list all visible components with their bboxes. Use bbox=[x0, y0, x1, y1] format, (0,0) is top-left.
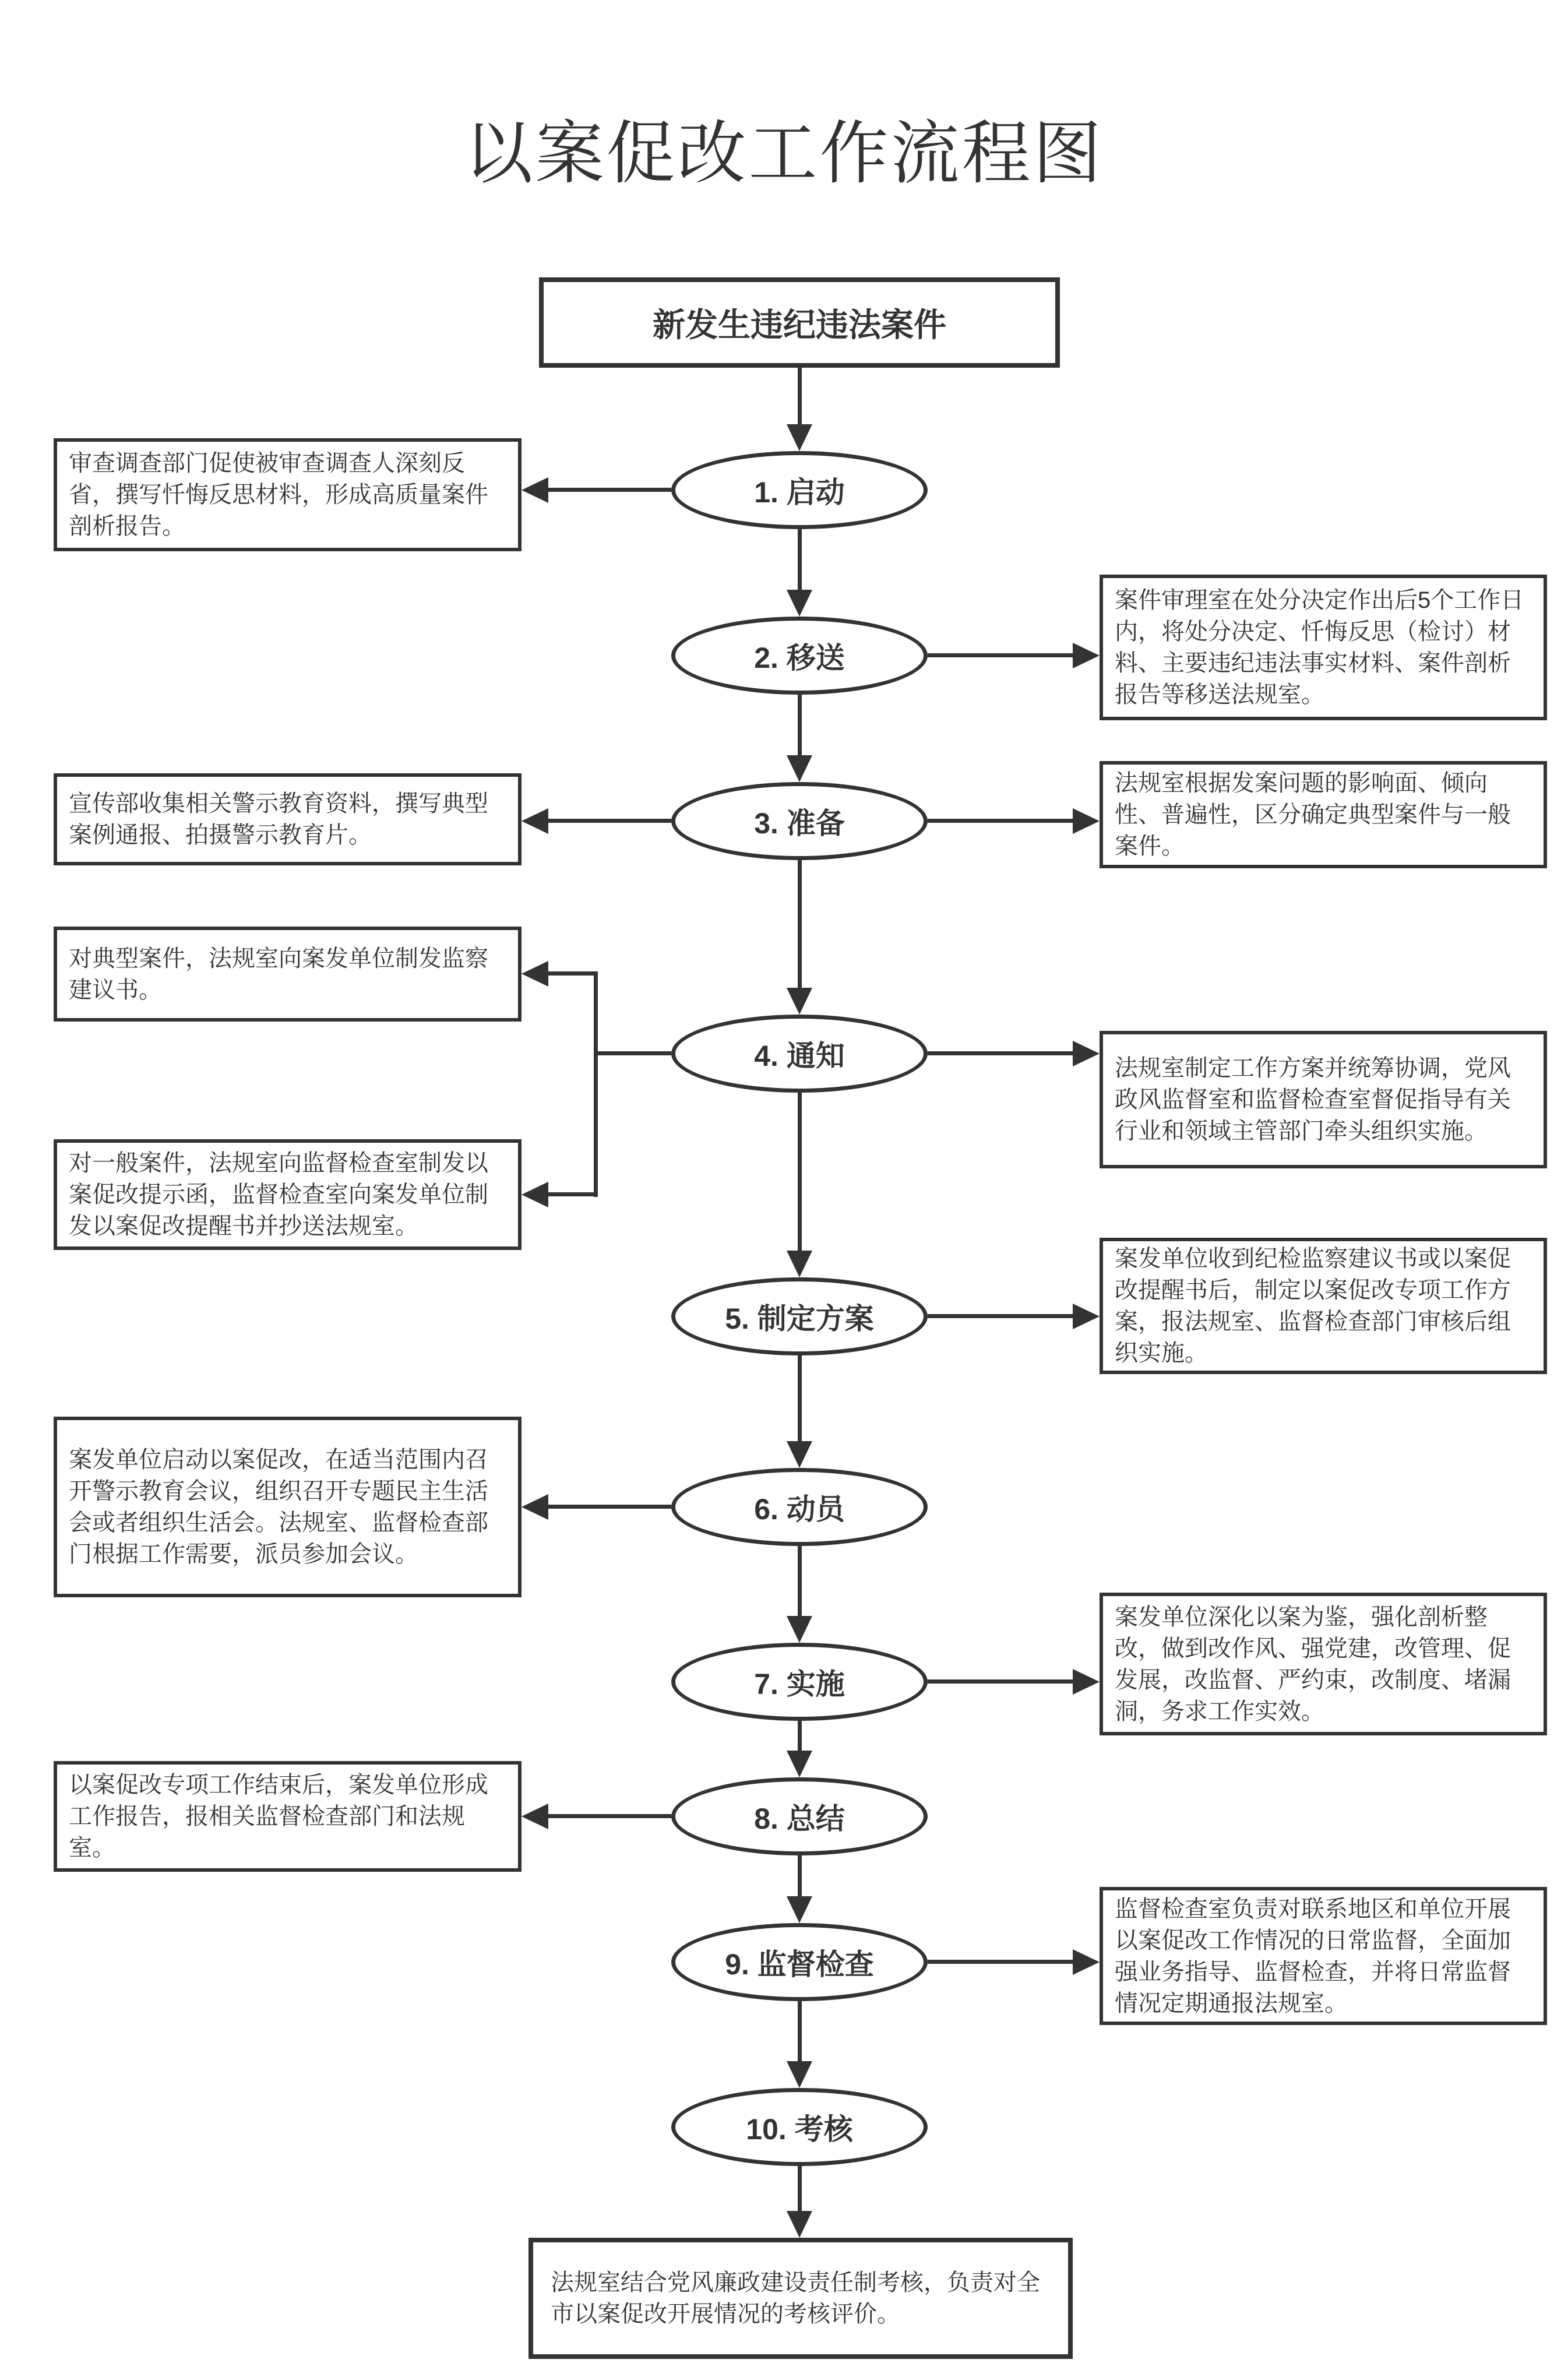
step-ellipse-5: 5. 制定方案 bbox=[671, 1277, 928, 1355]
arrow-down-icon bbox=[787, 2211, 812, 2238]
flow-line-2-3 bbox=[798, 695, 802, 755]
note-right-step5: 案发单位收到纪检监察建议书或以案促改提醒书后，制定以案促改专项工作方案，报法规室、监督检查部门审核后组织实施。 bbox=[1100, 1238, 1547, 1374]
step-ellipse-3: 3. 准备 bbox=[671, 782, 928, 860]
note-left-step8: 以案促改专项工作结束后，案发单位形成工作报告，报相关监督检查部门和法规室。 bbox=[54, 1761, 522, 1872]
arrow-down-icon bbox=[787, 755, 812, 782]
note-right-step9: 监督检查室负责对联系地区和单位开展以案促改工作情况的日常监督，全面加强业务指导、监督检查，并将日常监督情况定期通报法规室。 bbox=[1100, 1887, 1547, 2025]
note-right-step2: 案件审理室在处分决定作出后5个工作日内，将处分决定、忏悔反思（检讨）材料、主要违纪违法事实材料、案件剖析报告等移送法规室。 bbox=[1100, 575, 1547, 720]
flow-line-4-right bbox=[928, 1051, 1073, 1055]
note-left-step1: 审查调查部门促使被审查调查人深刻反省，撰写忏悔反思材料，形成高质量案件剖析报告。 bbox=[54, 438, 522, 551]
arrow-left-icon bbox=[522, 1494, 548, 1520]
note-left-step4-typical: 对典型案件，法规室向案发单位制发监察建议书。 bbox=[54, 927, 522, 1022]
flow-line-6-7 bbox=[798, 1546, 802, 1616]
flow-line-4-5 bbox=[798, 1093, 802, 1251]
arrow-left-icon bbox=[522, 1804, 548, 1829]
arrow-left-icon bbox=[522, 808, 548, 834]
arrow-down-icon bbox=[787, 988, 812, 1015]
flow-line-2-right bbox=[928, 653, 1073, 657]
step-ellipse-6: 6. 动员 bbox=[671, 1468, 928, 1546]
flow-line-1-left bbox=[548, 488, 671, 492]
step-ellipse-2: 2. 移送 bbox=[671, 617, 928, 695]
flow-line-9-right bbox=[928, 1960, 1073, 1964]
step-ellipse-1: 1. 启动 bbox=[671, 451, 928, 529]
arrow-down-icon bbox=[787, 590, 812, 617]
flow-line-1-2 bbox=[798, 529, 802, 590]
note-left-step4-general: 对一般案件，法规室向监督检查室制发以案促改提示函，监督检查室向案发单位制发以案促改提醒书并抄送法规室。 bbox=[54, 1139, 522, 1250]
note-left-step6: 案发单位启动以案促改，在适当范围内召开警示教育会议，组织召开专题民主生活会或者组织生活会。法规室、监督检查部门根据工作需要，派员参加会议。 bbox=[54, 1417, 522, 1597]
flow-line-3-4 bbox=[798, 860, 802, 988]
arrow-down-icon bbox=[787, 2061, 812, 2088]
arrow-down-icon bbox=[787, 1896, 812, 1923]
arrow-left-icon bbox=[522, 477, 548, 503]
flow-line-8-9 bbox=[798, 1855, 802, 1896]
page-title: 以案促改工作流程图 bbox=[464, 115, 1104, 192]
flow-line-6-left bbox=[548, 1505, 671, 1509]
flow-line-5-right bbox=[928, 1314, 1073, 1318]
arrow-left-icon bbox=[522, 1182, 548, 1207]
step-ellipse-7: 7. 实施 bbox=[671, 1643, 928, 1721]
arrow-right-icon bbox=[1073, 808, 1100, 834]
flow-line-4-branch-vertical bbox=[594, 971, 598, 1197]
arrow-down-icon bbox=[787, 1441, 812, 1468]
arrow-down-icon bbox=[787, 1751, 812, 1777]
arrow-right-icon bbox=[1073, 1949, 1100, 1975]
step-ellipse-8: 8. 总结 bbox=[671, 1777, 928, 1855]
flow-line-7-8 bbox=[798, 1721, 802, 1751]
flow-line-10-end bbox=[798, 2166, 802, 2211]
start-node: 新发生违纪违法案件 bbox=[539, 277, 1060, 368]
flow-line-4-branch bbox=[596, 1051, 671, 1055]
end-note: 法规室结合党风廉政建设责任制考核，负责对全市以案促改开展情况的考核评价。 bbox=[528, 2238, 1073, 2359]
arrow-right-icon bbox=[1073, 1041, 1100, 1066]
step-ellipse-9: 9. 监督检查 bbox=[671, 1923, 928, 2001]
flow-line-9-10 bbox=[798, 2001, 802, 2061]
note-left-step3: 宣传部收集相关警示教育资料，撰写典型案例通报、拍摄警示教育片。 bbox=[54, 773, 522, 865]
flow-line-3-left bbox=[548, 819, 671, 823]
step-ellipse-10: 10. 考核 bbox=[671, 2088, 928, 2166]
flow-line-8-left bbox=[548, 1814, 671, 1818]
flow-line-start-to-1 bbox=[798, 368, 802, 424]
note-right-step7: 案发单位深化以案为鉴，强化剖析整改，做到改作风、强党建，改管理、促发展，改监督、严约束，改制度、堵漏洞，务求工作实效。 bbox=[1100, 1593, 1547, 1735]
arrow-down-icon bbox=[787, 1616, 812, 1643]
flow-line-3-right bbox=[928, 819, 1073, 823]
step-ellipse-4: 4. 通知 bbox=[671, 1015, 928, 1093]
flow-line-4-general bbox=[548, 1192, 598, 1196]
flow-line-5-6 bbox=[798, 1355, 802, 1441]
arrow-left-icon bbox=[522, 961, 548, 987]
arrow-right-icon bbox=[1073, 1304, 1100, 1329]
note-right-step3: 法规室根据发案问题的影响面、倾向性、普遍性，区分确定典型案件与一般案件。 bbox=[1100, 761, 1547, 868]
flow-line-7-right bbox=[928, 1679, 1073, 1684]
arrow-down-icon bbox=[787, 1251, 812, 1277]
note-right-step4: 法规室制定工作方案并统筹协调，党风政风监督室和监督检查室督促指导有关行业和领域主管部门牵头组织实施。 bbox=[1100, 1031, 1547, 1168]
arrow-down-icon bbox=[787, 424, 812, 451]
arrow-right-icon bbox=[1073, 1669, 1100, 1695]
arrow-right-icon bbox=[1073, 643, 1100, 668]
flow-line-4-typical bbox=[548, 971, 598, 976]
